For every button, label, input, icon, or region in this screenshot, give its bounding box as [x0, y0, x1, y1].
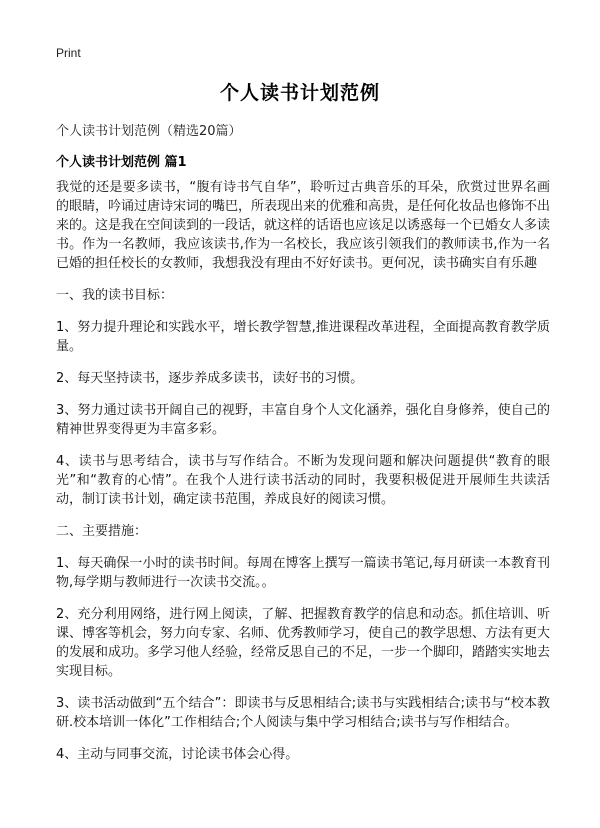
heading-reading-goals: 一、我的读书目标：: [56, 288, 174, 303]
document-body: [56, 178, 550, 777]
goal-item-2: 2、每天坚持读书，逐步养成多读书，读好书的习惯。: [56, 371, 364, 386]
measure-item-4: 4、主动与同事交流，讨论读书体会心得。: [56, 747, 299, 762]
document-title: 个人读书计划范例: [219, 82, 380, 104]
goal-item-1: 1、努力提升理论和实践水平，增长教学智慧,推进课程改革进程，全面提高教育教学质量。: [56, 320, 550, 354]
goal-item-3: 3、努力通过读书开阔自己的视野，丰富自身个人文化涵养，强化自身修养，使自己的精神世界变得更为丰富多彩。: [56, 403, 550, 437]
goal-item-4: 4、读书与思考结合，读书与写作结合。不断为发现问题和解决问题提供“教育的眼光”和“教育的心情”。在我个人进行读书活动的同时，我要积极促进开展师生共读活动，制订读书计划，确定读书范围，养成良好的阅读习惯。: [56, 454, 550, 507]
measure-item-1: 1、每天确保一小时的读书时间。每周在博客上撰写一篇读书笔记,每月研读一本教育刊物,每学期与教师进行一次读书交流。。: [56, 556, 550, 590]
measure-item-3: 3、读书活动做到“五个结合”：即读书与反思相结合;读书与实践相结合;读书与“校本教研.校本培训一体化”工作相结合;个人阅读与集中学习相结合;读书与写作相结合。: [56, 696, 550, 730]
paragraph-intro: 我觉的还是要多读书，“腹有诗书气自华”，聆听过古典音乐的耳朵，欣赏过世界名画的眼睛，吟诵过唐诗宋词的嘴巴，所表现出来的优雅和高贵，是任何化妆品也修饰不出来的。这是我在空间读到的一段话，就这样的话语也应该足以诱惑每一个已婚女人多读书。作为一名教师，我应该读书,作为一名校长，我应该引领我们的教师读书,作为一名已婚的担任校长的女教师，我想我没有理由不好好读书。更何况，读书确实自有乐趣: [56, 180, 551, 271]
measure-item-2: 2、充分利用网络，进行网上阅读，了解、把握教育教学的信息和动态。抓住培训、听课、博客等机会，努力向专家、名师、优秀教师学习，使自己的教学思想、方法有更大的发展和成功。多学习他人经验，经常反思自己的不足，一步一个脚印，踏踏实实地去实现目标。: [56, 607, 551, 679]
heading-main-measures: 二、主要措施：: [56, 524, 148, 539]
print-label: Print: [56, 46, 81, 60]
section-heading: 个人读书计划范例 篇1: [56, 155, 187, 170]
document-subtitle: 个人读书计划范例（精选20篇）: [56, 124, 242, 139]
